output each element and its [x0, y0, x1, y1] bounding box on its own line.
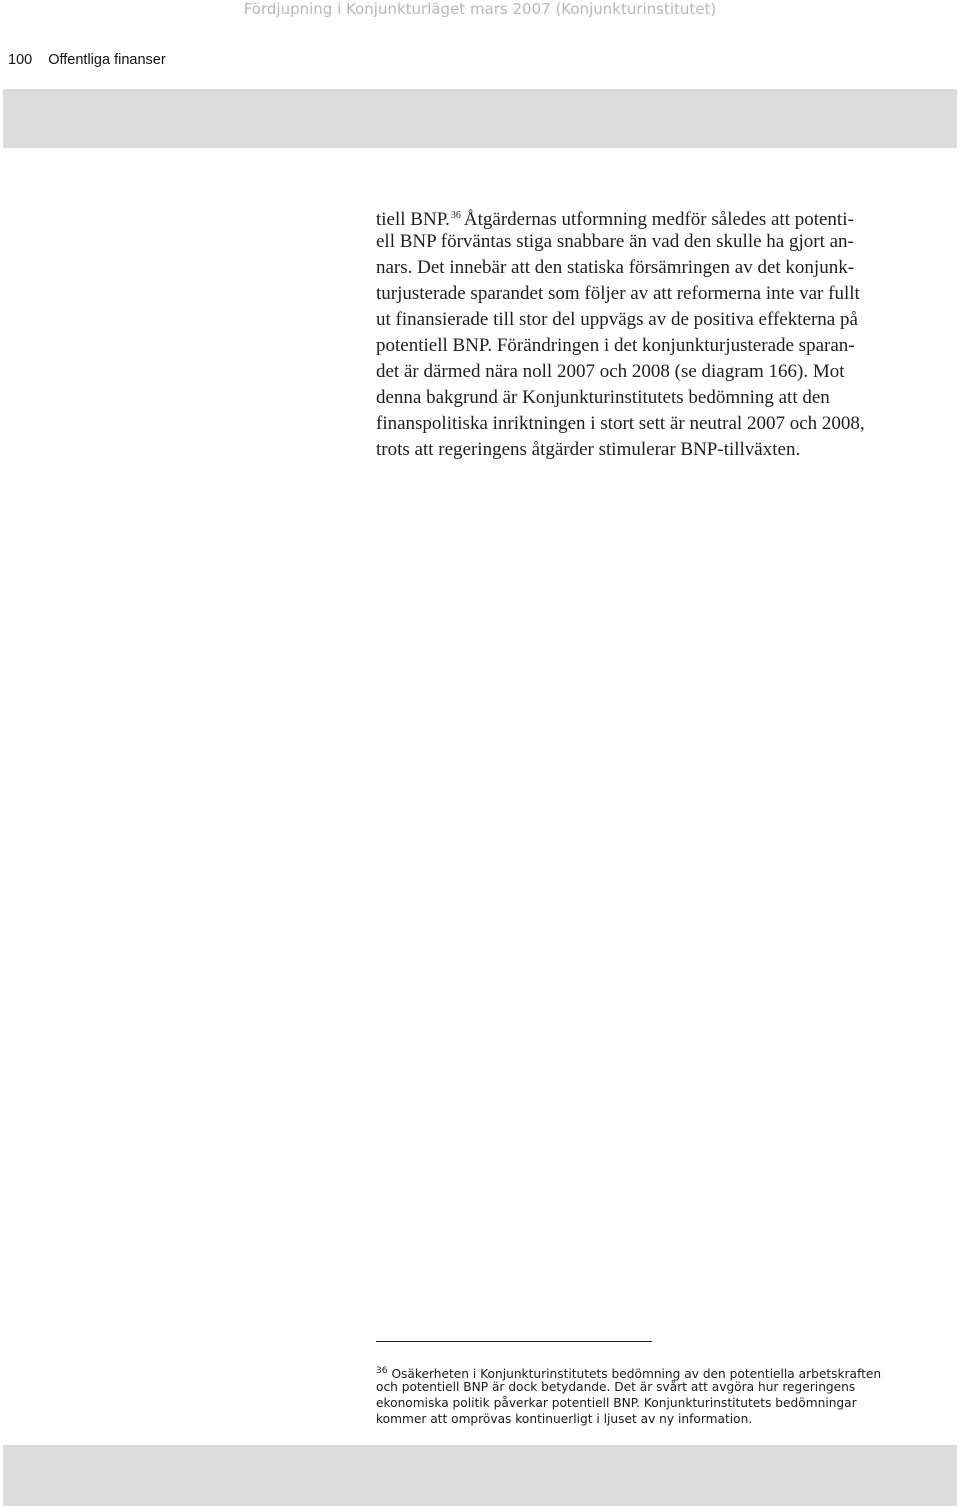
body-line	[376, 203, 906, 229]
body-line: turjusterade sparandet som följer av att reformerna inte var fullt	[376, 283, 860, 304]
body-paragraph	[376, 203, 906, 463]
footnote-line-text: Osäkerheten i Konjunkturinstitutets bedömning av den potentiella arbetskraften	[391, 1367, 882, 1381]
body-line: denna bakgrund är Konjunkturinstitutets bedömning att den	[376, 387, 830, 408]
footnote-number: 36	[376, 1366, 388, 1376]
footnote-line: kommer att omprövas kontinuerligt i ljuset av ny information.	[376, 1412, 753, 1426]
body-line: det är därmed nära noll 2007 och 2008 (se diagram 166). Mot	[376, 361, 845, 382]
footnote-separator	[376, 1341, 652, 1342]
body-line: ell BNP förväntas stiga snabbare än vad den skulle ha gjort an-	[376, 231, 854, 252]
body-line: finanspolitiska inriktningen i stort sett är neutral 2007 och 2008,	[376, 413, 865, 434]
body-line: ut finansierade till stor del uppvägs av de positiva effekterna på	[376, 309, 858, 330]
footnote-reference[interactable]: 36	[450, 210, 461, 221]
header-band	[3, 89, 957, 148]
footnote-line	[376, 1363, 916, 1379]
running-head	[8, 52, 166, 68]
page-number: 100	[8, 52, 33, 68]
body-line: trots att regeringens åtgärder stimulerar BNP-tillväxten.	[376, 439, 801, 460]
footnote-line: och potentiell BNP är dock betydande. Det är svårt att avgöra hur regeringens	[376, 1380, 856, 1394]
body-line: nars. Det innebär att den statiska försämringen av det konjunk-	[376, 257, 855, 278]
footer-band	[3, 1445, 957, 1506]
section-title: Offentliga finanser	[48, 52, 166, 68]
body-line-end: Åtgärdernas utformning medför således att potenti-	[463, 209, 854, 230]
body-line-start: tiell BNP.	[376, 209, 450, 230]
footnote	[376, 1363, 916, 1427]
body-line: potentiell BNP. Förändringen i det konjunkturjusterade sparan-	[376, 335, 855, 356]
footnote-line: ekonomiska politik påverkar potentiell BNP. Konjunkturinstitutets bedömningar	[376, 1396, 857, 1410]
document-title: Fördjupning i Konjunkturläget mars 2007 (Konjunkturinstitutet)	[243, 0, 717, 18]
